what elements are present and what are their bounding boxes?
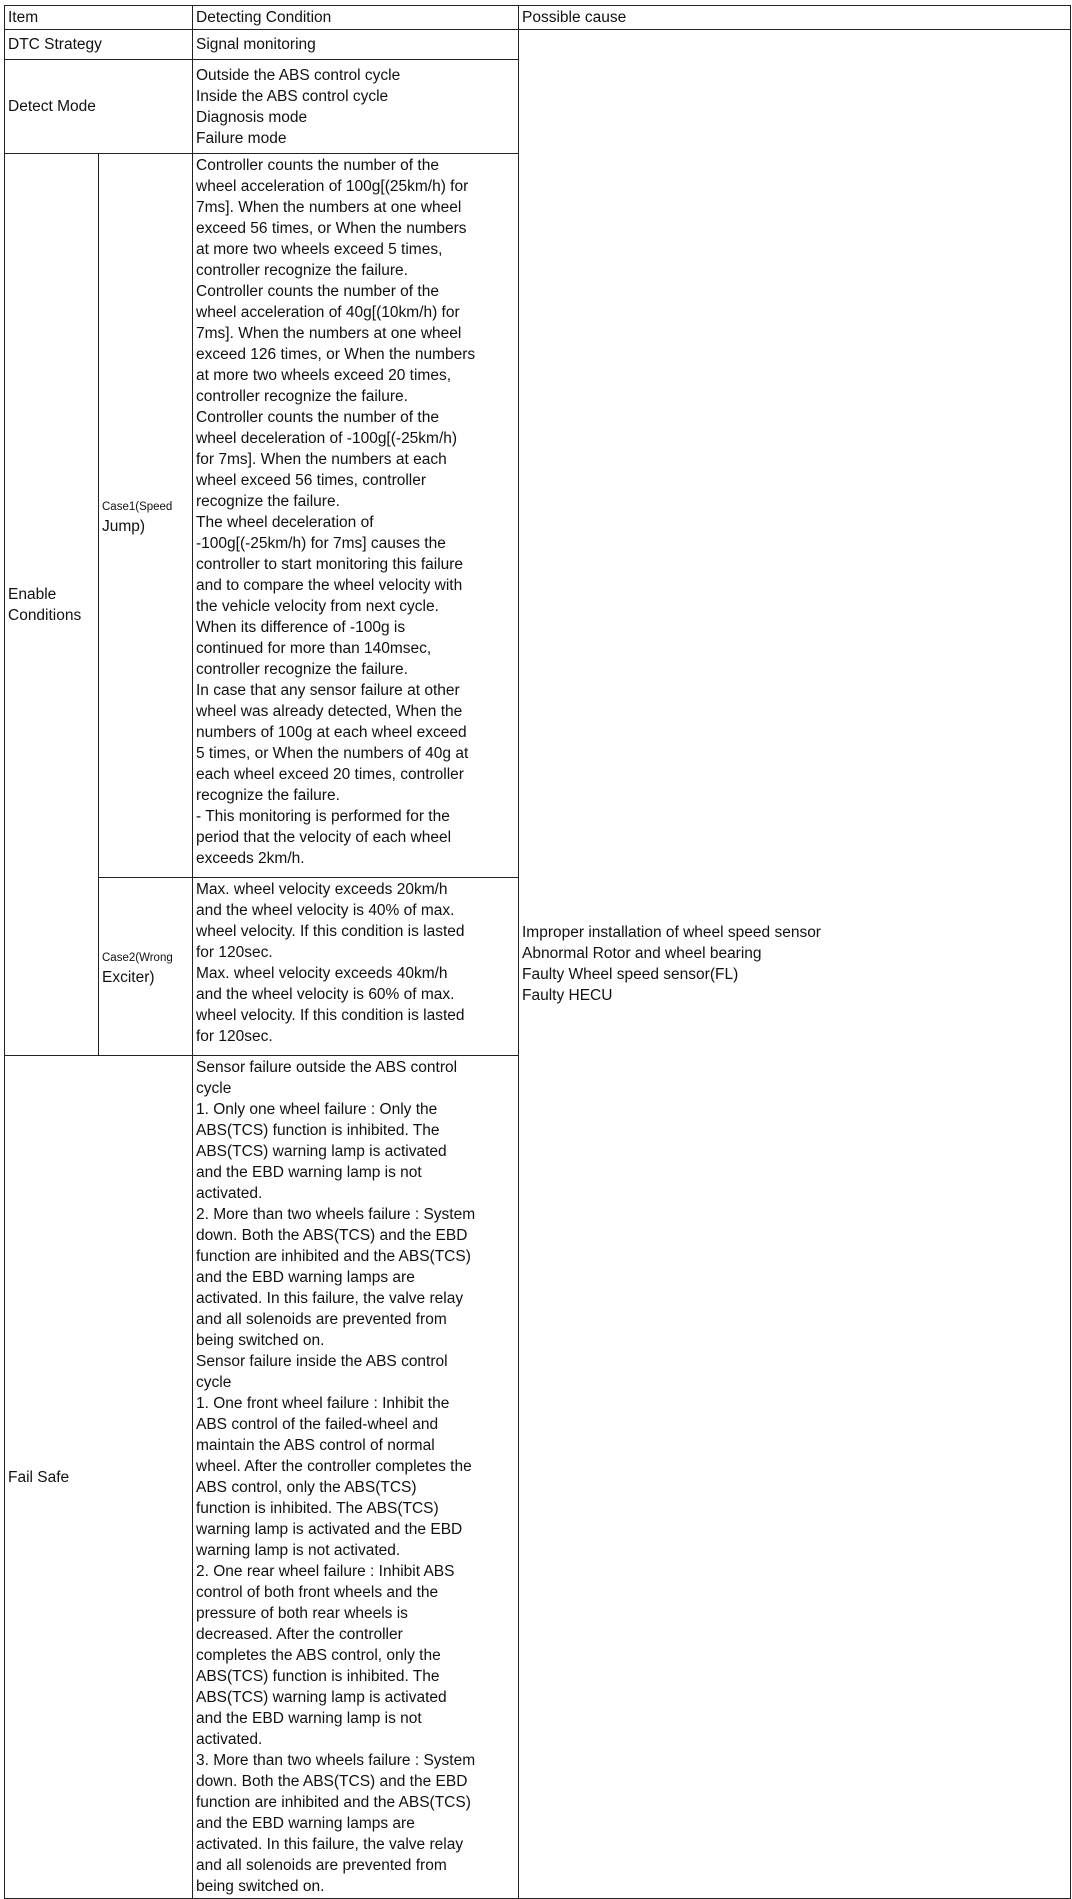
- fail-safe-condition: Sensor failure outside the ABS control cycle 1. Only one wheel failure : Only the ABS(TCS) function is inhibited. The ABS(TCS) warning lamp is activated and the EBD warning lamp is not activated. 2. More than two wheels failure : System down. Both the ABS(TCS) and the EBD function are inhibited and the ABS(TCS) and the EBD warning lamps are activated. In this failure, the valve relay and all solenoids are prevented from being switched on. Sensor failure inside the ABS control cycle 1. One front wheel failure : Inhibit the ABS control of the failed-wheel and maintain the ABS control of normal wheel. After the controller completes the ABS control, only the ABS(TCS) function is inhibited. The ABS(TCS) warning lamp is activated and the EBD warning lamp is not activated. 2. One rear wheel failure : Inhibit ABS control of both front wheels and the pressure of both rear wheels is decreased. After the controller completes the ABS control, only the ABS(TCS) function is inhibited. The ABS(TCS) warning lamp is activated and the EBD warning lamp is not activated. 3. More than two wheels failure : System down. Both the ABS(TCS) and the EBD function are inhibited and the ABS(TCS) and the EBD warning lamps are activated. In this failure, the valve relay and all solenoids are prevented from being switched on.: [193, 1056, 519, 1899]
- diagnostic-table: [4, 5, 1071, 1899]
- case2-label-line1: Case2(Wrong: [102, 951, 173, 964]
- enable-conditions-label: Enable Conditions: [5, 154, 99, 1056]
- header-row: [5, 6, 1071, 30]
- header-possible-cause: Possible cause: [519, 6, 1071, 30]
- case1-label: [99, 154, 193, 878]
- case1-label-line1: Case1(Speed: [102, 500, 173, 513]
- detect-mode-value: Outside the ABS control cycle Inside the ABS control cycle Diagnosis mode Failure mode: [193, 60, 519, 154]
- header-item: Item: [5, 6, 193, 30]
- case1-condition: Controller counts the number of the wheel acceleration of 100g[(25km/h) for 7ms]. When the numbers at one wheel exceed 56 times, or When the numbers at more two wheels exceed 5 times, controller recognize the failure. Controller counts the number of the wheel acceleration of 40g[(10km/h) for 7ms]. When the numbers at one wheel exceed 126 times, or When the numbers at more two wheels exceed 20 times, controller recognize the failure. Controller counts the number of the wheel deceleration of -100g[(-25km/h) for 7ms]. When the numbers at each wheel exceed 56 times, controller recognize the failure. The wheel deceleration of -100g[(-25km/h) for 7ms] causes the controller to start monitoring this failure and to compare the wheel velocity with the vehicle velocity from next cycle. When its difference of -100g is continued for more than 140msec, controller recognize the failure. In case that any sensor failure at other wheel was already detected, When the numbers of 100g at each wheel exceed 5 times, or When the numbers of 40g at each wheel exceed 20 times, controller recognize the failure. - This monitoring is performed for the period that the velocity of each wheel exceeds 2km/h.: [193, 154, 519, 878]
- case2-label: [99, 878, 193, 1056]
- header-detecting-condition: Detecting Condition: [193, 6, 519, 30]
- row-dtc-strategy: [5, 30, 1071, 60]
- case1-label-line2: Jump): [102, 517, 146, 535]
- dtc-strategy-value: Signal monitoring: [193, 30, 519, 60]
- fail-safe-label: Fail Safe: [5, 1056, 193, 1899]
- possible-causes: Improper installation of wheel speed sensor Abnormal Rotor and wheel bearing Faulty Wheel speed sensor(FL) Faulty HECU: [519, 30, 1071, 1899]
- detect-mode-label: Detect Mode: [5, 60, 193, 154]
- dtc-strategy-label: DTC Strategy: [5, 30, 193, 60]
- case2-condition: Max. wheel velocity exceeds 20km/h and the wheel velocity is 40% of max. wheel velocity. If this condition is lasted for 120sec. Max. wheel velocity exceeds 40km/h and the wheel velocity is 60% of max. wheel velocity. If this condition is lasted for 120sec.: [193, 878, 519, 1056]
- case2-label-line2: Exciter): [102, 968, 155, 986]
